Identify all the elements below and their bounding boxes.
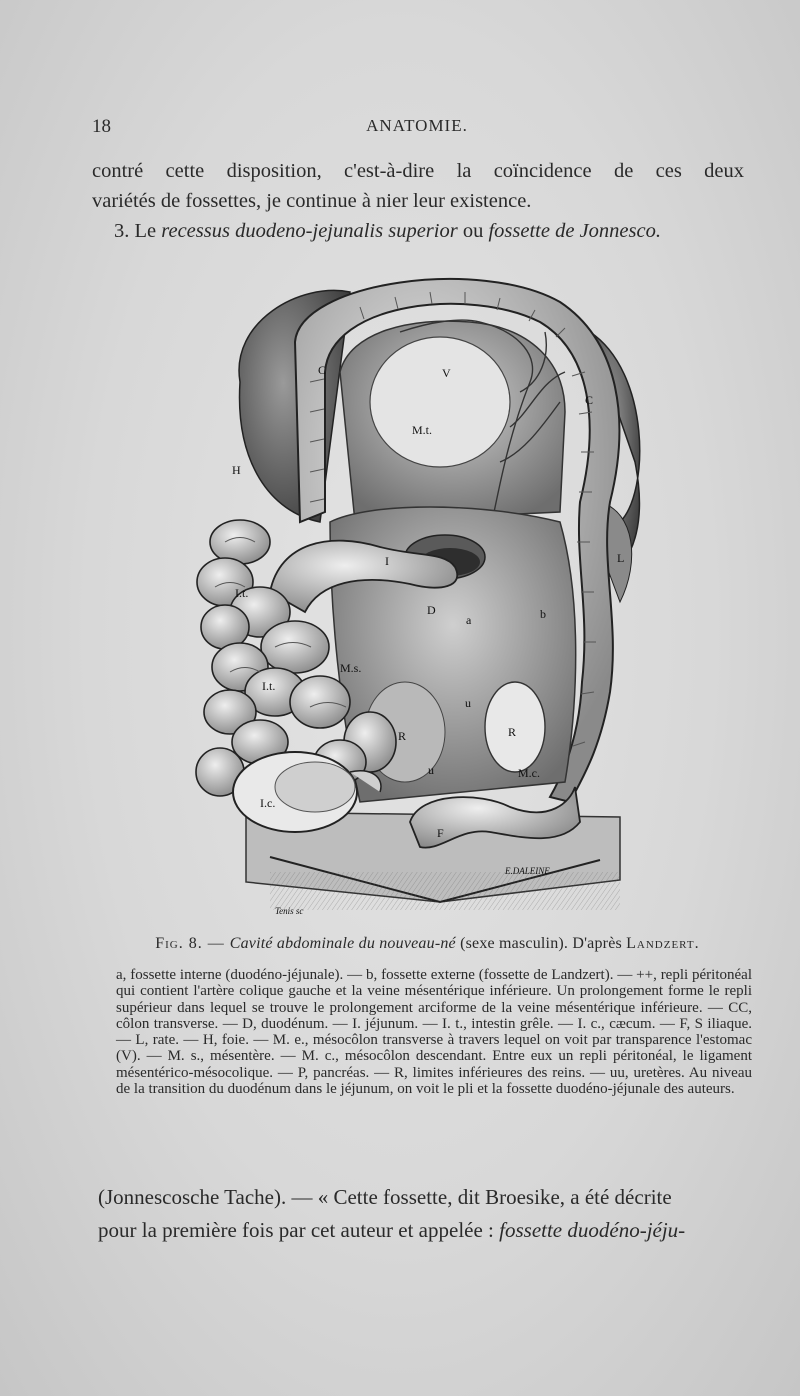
page-header (92, 116, 742, 142)
fossette-term: fossette duodéno-jéju- (499, 1218, 686, 1242)
label-it-2: I.t. (262, 679, 276, 693)
intro-line-1: contré cette disposition, c'est-à-dire la coïncidence de ces deux (92, 160, 744, 182)
fig-number: Fig. 8. — (155, 935, 230, 952)
caption-title (102, 935, 752, 953)
label-h: H (232, 463, 241, 477)
label-l: L (617, 551, 625, 565)
running-title: ANATOMIE. (366, 116, 468, 135)
closing-line-2 (98, 1214, 744, 1247)
jonnesco-term: fossette de Jonnesco. (488, 220, 661, 242)
label-v: V (442, 366, 451, 380)
label-ms: M.s. (340, 661, 362, 675)
label-u-1: u (465, 696, 471, 710)
label-a: a (466, 613, 472, 627)
anatomical-illustration (180, 262, 650, 922)
intro-line-3-prefix: 3. Le (114, 220, 162, 242)
figure-caption (102, 935, 752, 1097)
closing-line-2-prefix: pour la première fois par cet auteur et appelée : (98, 1218, 500, 1242)
label-u-2: u (428, 763, 434, 777)
label-f: F (437, 826, 444, 840)
fig-author: Landzert (626, 935, 695, 952)
artist-signature: E.DALEINE (505, 866, 550, 876)
closing-line-1: (Jonnescosche Tache). — « Cette fossette, dit Broesike, a été décrite (98, 1185, 672, 1209)
label-it-1: I.t. (235, 586, 249, 600)
intro-line-2: variétés de fossettes, je continue à nier leur existence. (92, 190, 532, 212)
fig-end: . (694, 935, 699, 952)
label-i: I (385, 554, 389, 568)
label-mt: M.t. (412, 423, 433, 437)
intro-line-3 (92, 216, 744, 246)
label-r-left: R (398, 729, 407, 743)
engraver-signature: Tenis sc (275, 906, 304, 916)
label-b: b (540, 607, 546, 621)
closing-paragraph (98, 1181, 744, 1247)
label-mc: M.c. (518, 766, 540, 780)
label-r-right: R (508, 725, 517, 739)
label-ic: I.c. (260, 796, 276, 810)
intro-paragraph (92, 156, 744, 246)
intro-line-3-mid: ou (457, 220, 489, 242)
fig-title: Cavité abdominale du nouveau-né (229, 935, 456, 952)
label-d: D (427, 603, 436, 617)
recessus-term: recessus duodeno-jejunalis superior (161, 220, 458, 242)
label-c-right: C (585, 393, 594, 407)
page-number: 18 (92, 116, 111, 137)
abdominal-cavity-engraving (180, 262, 650, 922)
label-c-left: C (318, 363, 327, 377)
fig-title-rest: (sexe masculin). D'après (455, 935, 627, 952)
caption-legend: a, fossette interne (duodéno-jéjunale). — b, fossette externe (fossette de Landzert). — ++, repli péritonéal qui contient l'artère colique gauche et la veine mésentérique inférieure. Un prolongement forme le repli supérieur dans lequel se trouve le prolongement arciforme de la veine mésentérique inférieure. — CC, côlon transverse. — D, duodénum. — I. jéjunum. — I. t., intestin grêle. — I. c., cæcum. — F, S iliaque. — L, rate. — H, foie. — M. e., mésocôlon transverse à travers lequel on voit par transparence l'estomac (V). — M. s., mésentère. — M. c., mésocôlon descendant. Entre eux un repli péritonéal, le ligament mésentérico-mésocolique. — P, pancréas. — R, limites inférieures des reins. — uu, uretères. Au niveau de la transition du duodénum dans le jéjunum, on voit le pli et la fossette duodéno-jéjunale des auteurs. (116, 967, 752, 1098)
stomach (370, 337, 510, 467)
